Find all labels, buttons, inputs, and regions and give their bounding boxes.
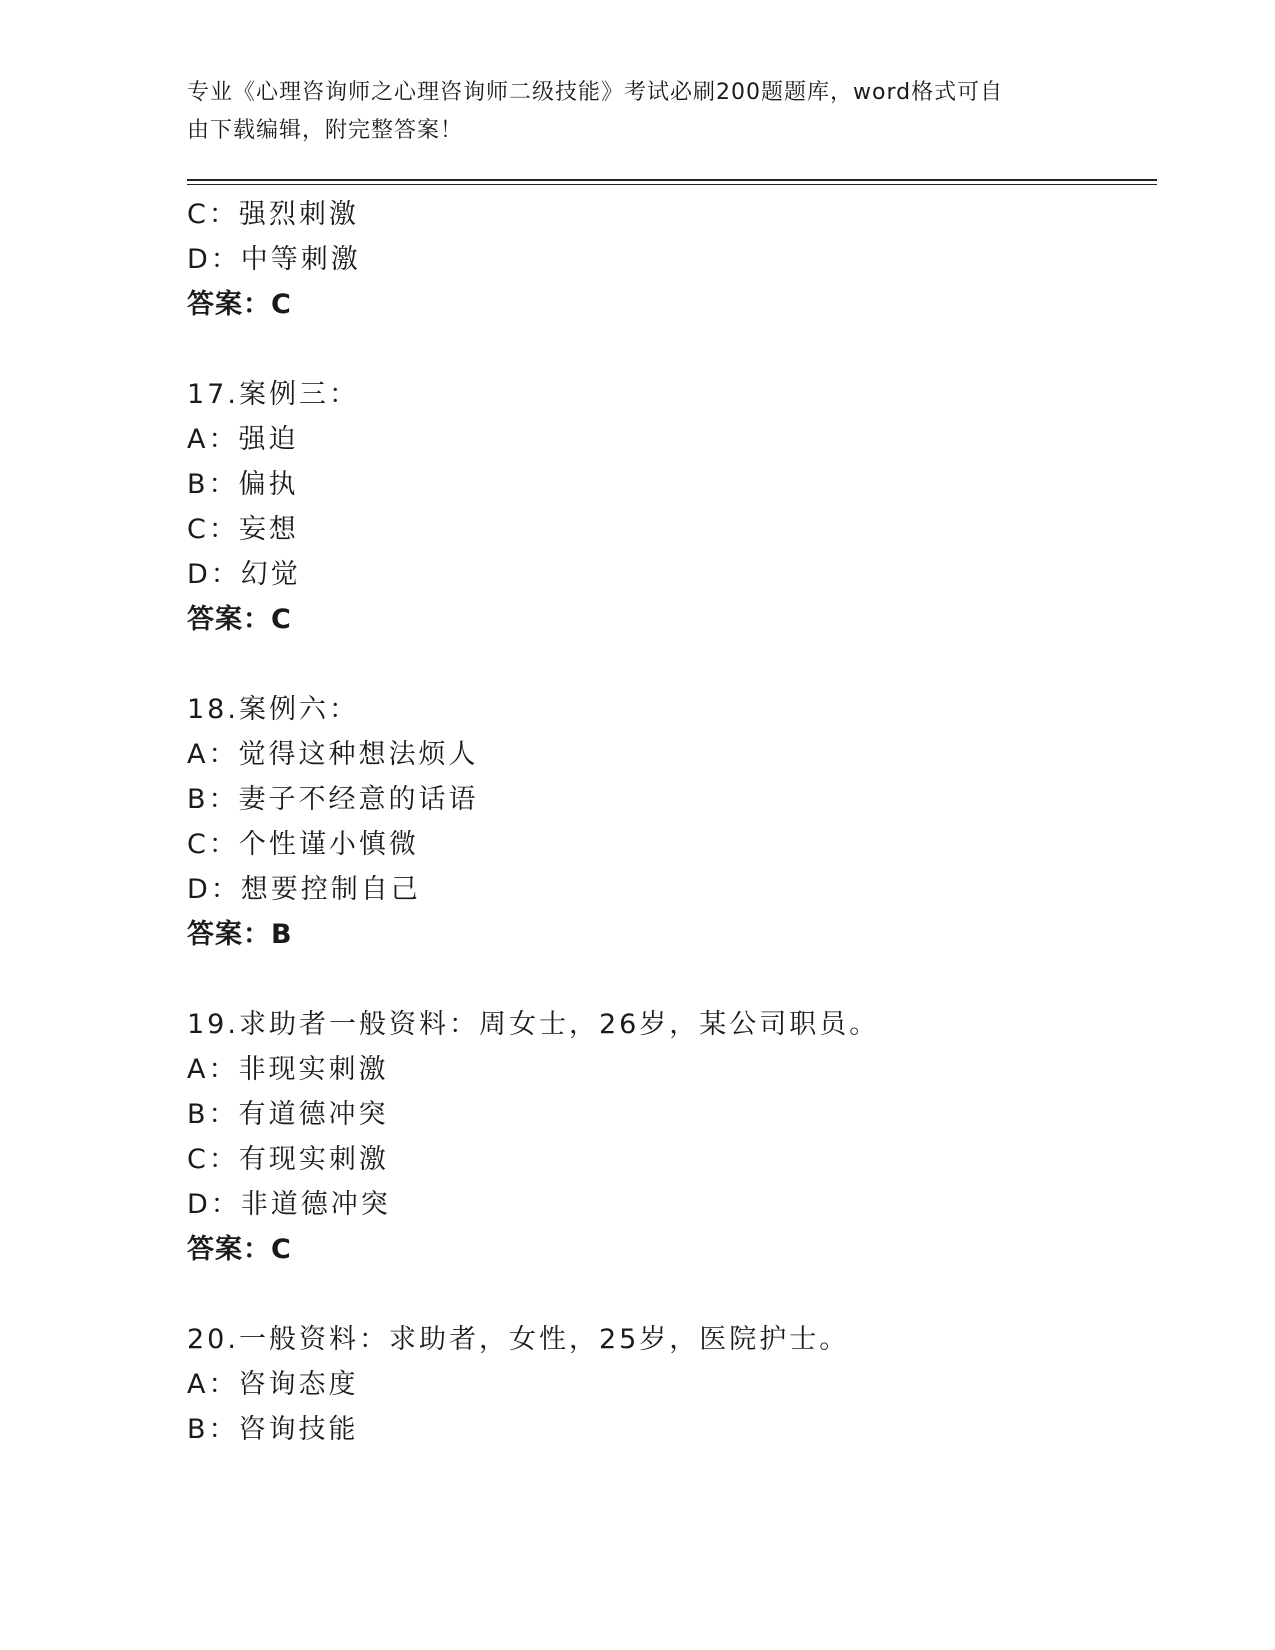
header-divider-thin [187,184,1157,185]
option-d: D：幻觉 [187,559,301,590]
document-header [187,74,1077,150]
option-b: B：咨询技能 [187,1414,359,1445]
option-b: B：偏执 [187,469,299,500]
question-20-title: 20.一般资料：求助者，女性，25岁，医院护士。 [187,1324,850,1355]
option-c: C：个性谨小慎微 [187,829,419,860]
header-line-2: 由下载编辑，附完整答案！ [187,118,464,143]
answer: 答案：C [187,1234,292,1265]
option-d: D：非道德冲突 [187,1189,391,1220]
question-19-title: 19.求助者一般资料：周女士，26岁，某公司职员。 [187,1009,880,1040]
header-divider-thick [187,179,1157,181]
option-a: A：咨询态度 [187,1369,359,1400]
option-d: D：中等刺激 [187,244,361,275]
option-c: C：妄想 [187,514,299,545]
option-a: A：强迫 [187,424,299,455]
header-line-1: 专业《心理咨询师之心理咨询师二级技能》考试必刷200题题库，word格式可自 [187,80,1004,105]
option-b: B：妻子不经意的话语 [187,784,479,815]
question-18-title: 18.案例六： [187,694,359,725]
answer: 答案：C [187,289,292,320]
option-b: B：有道德冲突 [187,1099,389,1130]
answer: 答案：C [187,604,292,635]
option-a: A：非现实刺激 [187,1054,389,1085]
option-a: A：觉得这种想法烦人 [187,739,479,770]
answer: 答案：B [187,919,293,950]
option-c: C：有现实刺激 [187,1144,389,1175]
option-d: D：想要控制自己 [187,874,421,905]
question-17-title: 17.案例三： [187,379,359,410]
option-c: C：强烈刺激 [187,199,359,230]
